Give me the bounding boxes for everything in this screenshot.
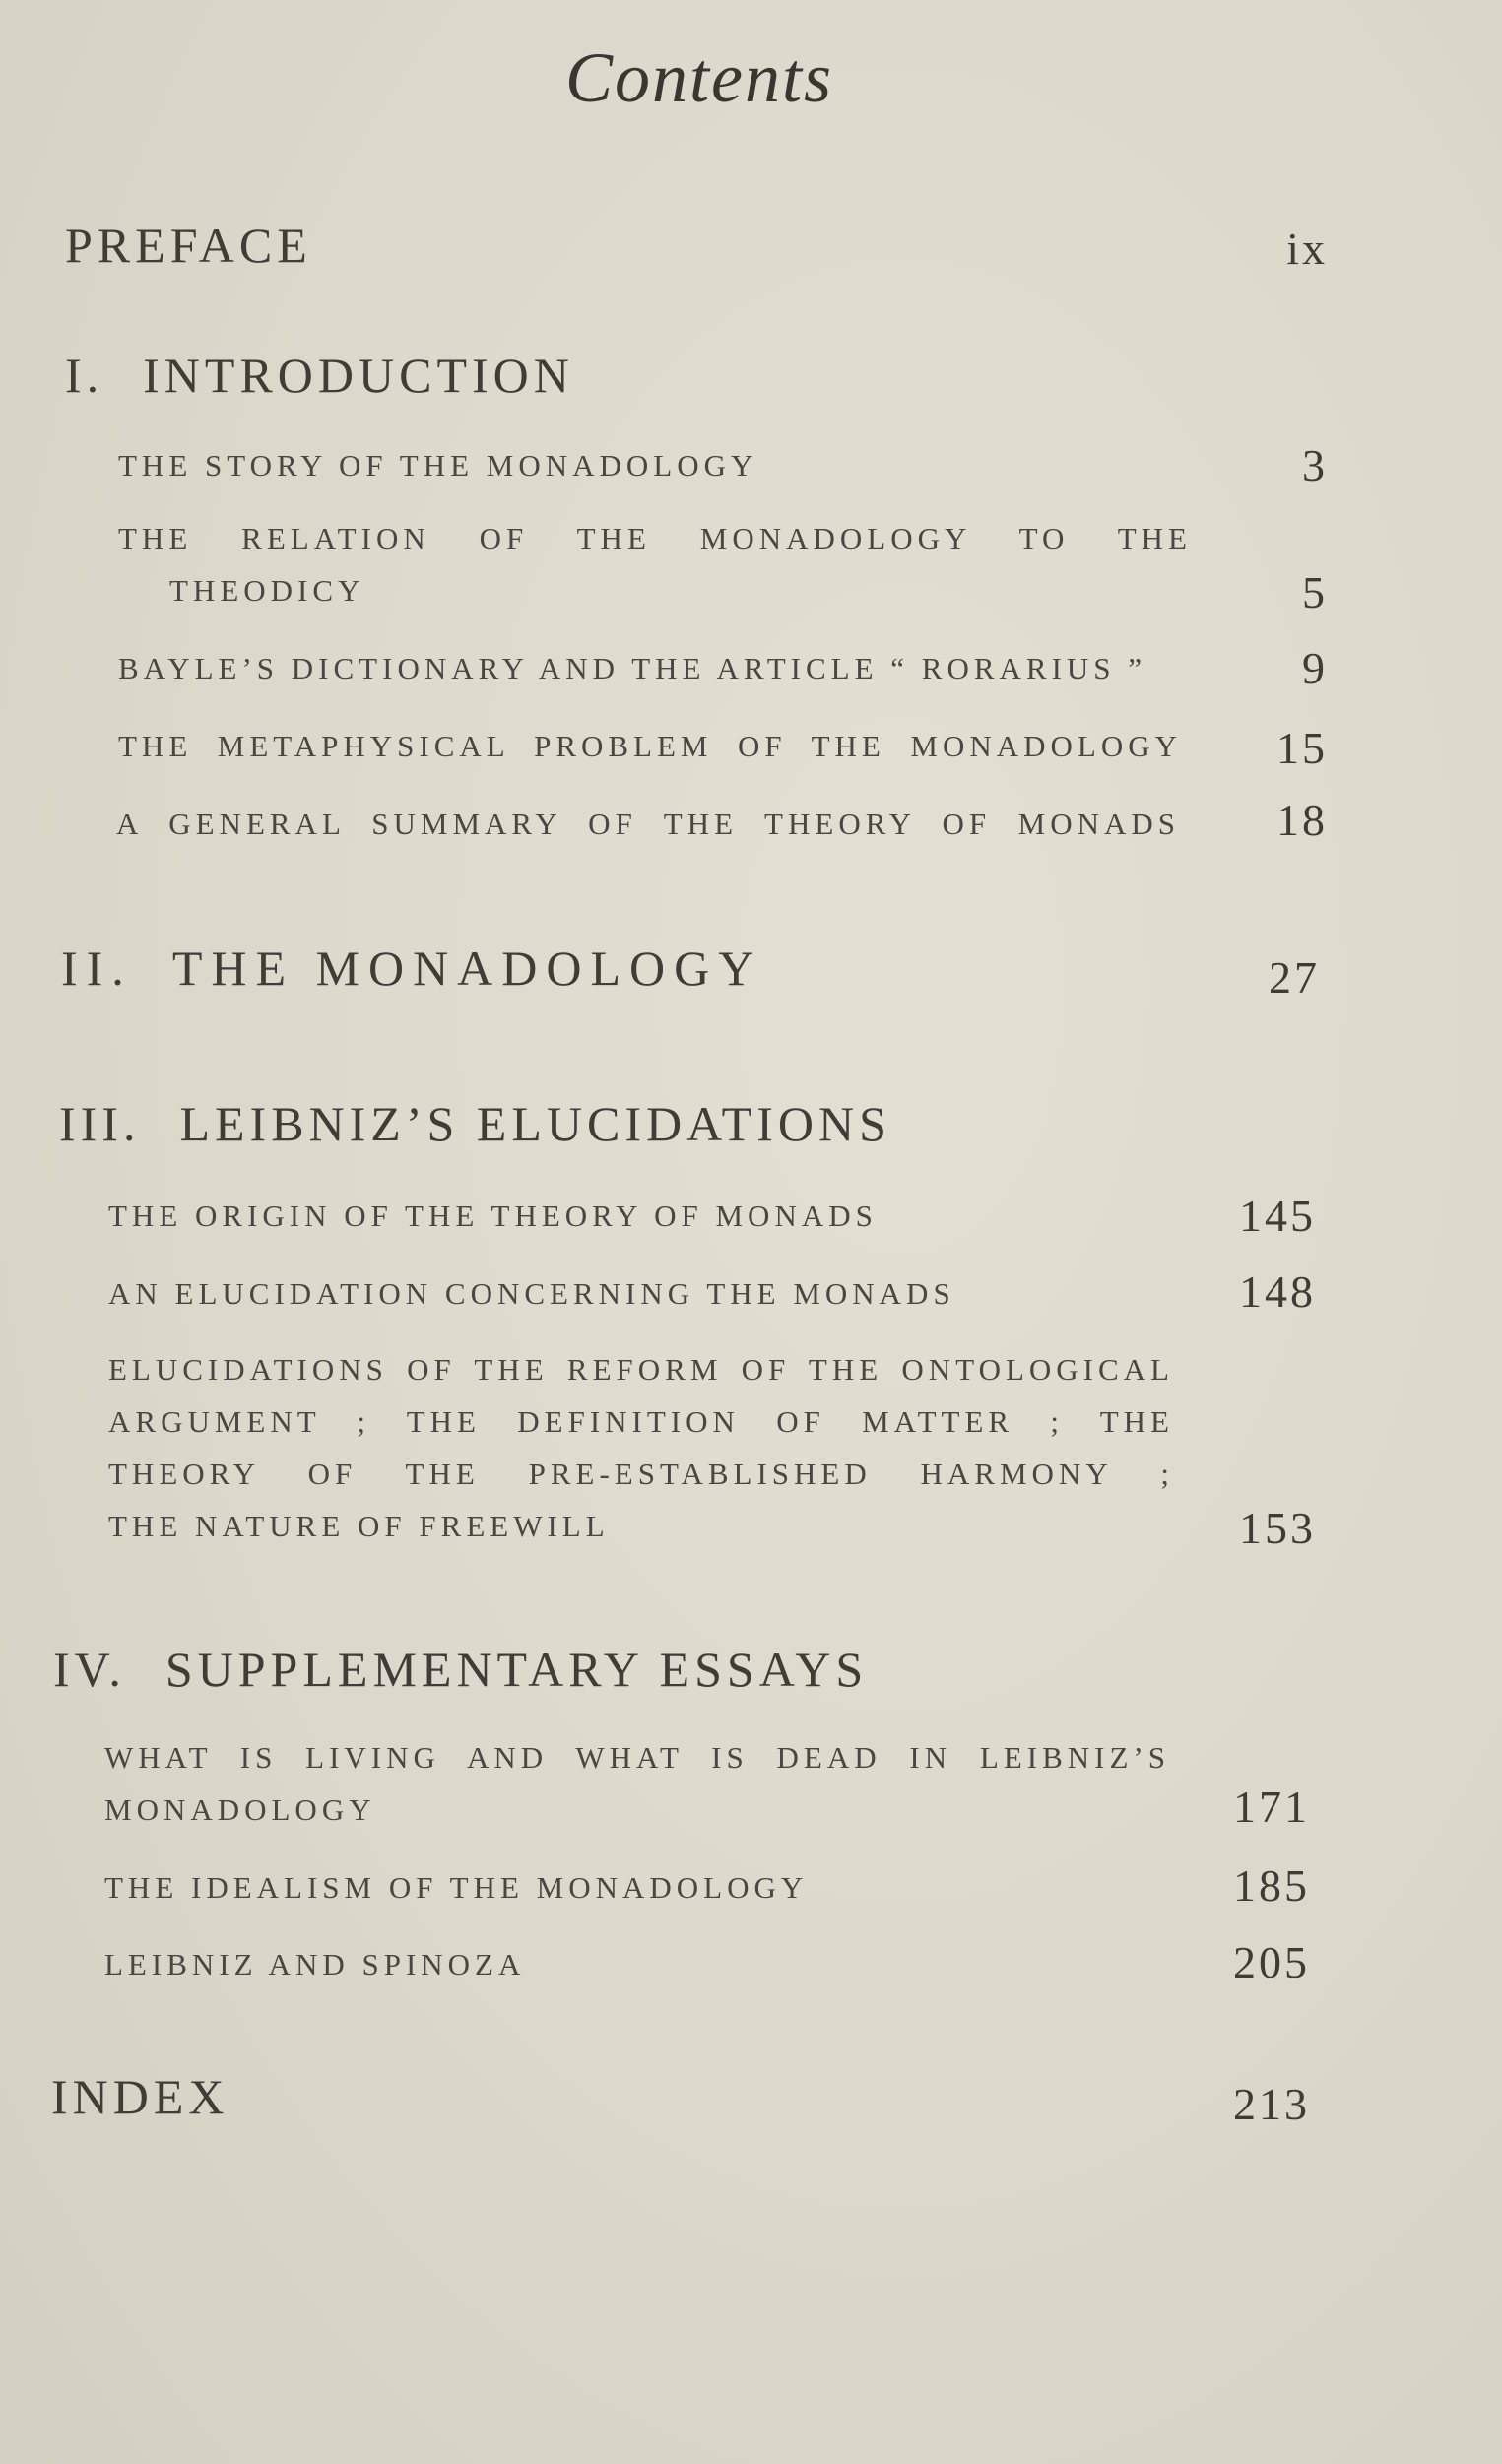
toc-part-3[interactable] xyxy=(59,1095,891,1152)
index-page-number: 213 xyxy=(1233,2079,1310,2129)
entry-page-number: 145 xyxy=(1239,1191,1316,1241)
toc-entry[interactable]: THE STORY OF THE MONADOLOGY xyxy=(118,448,758,483)
toc-entry[interactable]: THE RELATION OF THE MONADOLOGY TO THE xyxy=(118,521,1192,555)
entry-page-number: 18 xyxy=(1276,795,1328,845)
part-2-title: THE MONADOLOGY xyxy=(171,940,763,996)
toc-index[interactable] xyxy=(51,2068,229,2125)
entry-page-number: 15 xyxy=(1276,723,1328,773)
part-2-numeral: II. xyxy=(61,940,133,996)
entry-page-number: 9 xyxy=(1302,643,1328,693)
toc-part-2[interactable] xyxy=(61,940,762,997)
entry-page-number: 153 xyxy=(1239,1503,1316,1553)
part-4-numeral: IV. xyxy=(53,1642,126,1697)
part-2-page-number: 27 xyxy=(1269,952,1320,1003)
toc-entry[interactable]: THE METAPHYSICAL PROBLEM OF THE MONADOLOGY xyxy=(118,729,1182,763)
entry-page-number: 205 xyxy=(1233,1937,1310,1987)
entry-page-number: 5 xyxy=(1302,567,1328,617)
entry-page-number: 171 xyxy=(1233,1782,1310,1832)
toc-entry[interactable]: ELUCIDATIONS OF THE REFORM OF THE ONTOLOGICAL xyxy=(108,1352,1174,1387)
toc-entry[interactable]: LEIBNIZ AND SPINOZA xyxy=(104,1947,526,1981)
toc-entry-continuation: MONADOLOGY xyxy=(104,1792,376,1827)
toc-entry[interactable]: THE ORIGIN OF THE THEORY OF MONADS xyxy=(108,1199,878,1233)
toc-entry[interactable]: THE IDEALISM OF THE MONADOLOGY xyxy=(104,1870,809,1905)
entry-page-number: 148 xyxy=(1239,1266,1316,1317)
toc-part-4[interactable] xyxy=(53,1641,868,1698)
toc-entry[interactable]: AN ELUCIDATION CONCERNING THE MONADS xyxy=(108,1276,955,1311)
toc-entry-continuation: THEODICY xyxy=(169,573,365,608)
part-4-title: SUPPLEMENTARY ESSAYS xyxy=(164,1642,869,1697)
entry-page-number: 185 xyxy=(1233,1860,1310,1911)
page-title: Contents xyxy=(564,38,833,117)
toc-entry-continuation: ARGUMENT ; THE DEFINITION OF MATTER ; THE xyxy=(108,1404,1174,1439)
preface-label: PREFACE xyxy=(65,218,312,273)
preface-page-number: ix xyxy=(1286,224,1328,274)
part-1-title: INTRODUCTION xyxy=(143,348,574,403)
part-3-title: LEIBNIZ’S ELUCIDATIONS xyxy=(179,1096,891,1151)
toc-preface[interactable] xyxy=(65,217,312,274)
entry-page-number: 3 xyxy=(1302,440,1328,490)
part-3-numeral: III. xyxy=(59,1096,141,1151)
toc-entry[interactable]: A GENERAL SUMMARY OF THE THEORY OF MONADS xyxy=(116,807,1180,841)
toc-entry[interactable]: BAYLE’S DICTIONARY AND THE ARTICLE “ RORARIUS ” xyxy=(118,651,1147,685)
index-label: INDEX xyxy=(51,2069,229,2124)
part-1-numeral: I. xyxy=(65,348,104,403)
toc-part-1[interactable] xyxy=(65,347,574,404)
toc-entry[interactable]: WHAT IS LIVING AND WHAT IS DEAD IN LEIBNIZ’S xyxy=(104,1740,1170,1775)
toc-entry-continuation: THE NATURE OF FREEWILL xyxy=(108,1509,610,1543)
toc-entry-continuation: THEORY OF THE PRE-ESTABLISHED HARMONY ; xyxy=(108,1457,1174,1491)
